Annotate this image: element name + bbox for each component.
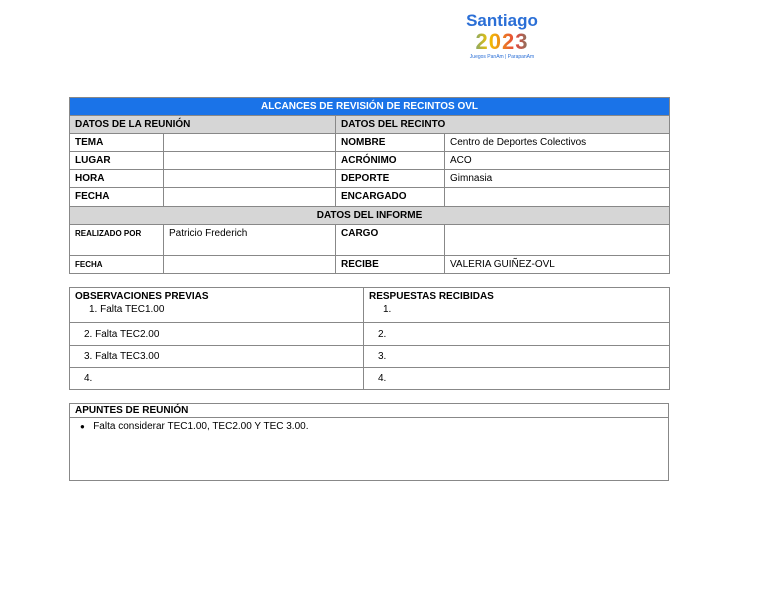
value-deporte[interactable]: Gimnasia: [445, 170, 670, 188]
logo-tagline: Juegos PanAm | ParapanAm: [469, 54, 535, 60]
value-realizado-por[interactable]: Patricio Frederich: [164, 225, 336, 256]
apunte-item: Falta considerar TEC1.00, TEC2.00 Y TEC 3.00.: [93, 421, 309, 432]
label-tema: TEMA: [70, 134, 164, 152]
observacion-item[interactable]: 1. Falta TEC1.00: [89, 304, 165, 315]
apuntes-table: [69, 403, 669, 481]
value-lugar[interactable]: [164, 152, 336, 170]
value-hora[interactable]: [164, 170, 336, 188]
value-fecha[interactable]: [164, 188, 336, 207]
respuesta-item[interactable]: 1.: [383, 304, 392, 315]
respuesta-item[interactable]: 4.: [364, 368, 670, 390]
label-lugar: LUGAR: [70, 152, 164, 170]
informe-header: DATOS DEL INFORME: [70, 207, 670, 225]
observacion-item[interactable]: 3. Falta TEC3.00: [70, 346, 364, 368]
respuesta-item[interactable]: 2.: [364, 323, 670, 346]
apuntes-body[interactable]: [70, 418, 669, 481]
value-recibe[interactable]: VALERIA GUIÑEZ-OVL: [445, 256, 670, 274]
form-title: ALCANCES DE REVISIÓN DE RECINTOS OVL: [70, 98, 670, 116]
value-acronimo[interactable]: ACO: [445, 152, 670, 170]
bullet-icon: ●: [80, 422, 85, 431]
value-encargado[interactable]: [445, 188, 670, 207]
value-fecha-informe[interactable]: [164, 256, 336, 274]
value-nombre[interactable]: Centro de Deportes Colectivos: [445, 134, 670, 152]
apuntes-header: APUNTES DE REUNIÓN: [70, 404, 669, 418]
label-recibe: RECIBE: [336, 256, 445, 274]
venue-review-table: [69, 97, 670, 274]
observations-table: [69, 287, 670, 390]
label-hora: HORA: [70, 170, 164, 188]
observacion-item[interactable]: 2. Falta TEC2.00: [70, 323, 364, 346]
observaciones-header: OBSERVACIONES PREVIAS: [75, 291, 209, 302]
respuestas-header: RESPUESTAS RECIBIDAS: [369, 291, 494, 302]
value-cargo[interactable]: [445, 225, 670, 256]
label-cargo: CARGO: [336, 225, 445, 256]
logo-name: Santiago: [466, 11, 538, 30]
label-encargado: ENCARGADO: [336, 188, 445, 207]
label-realizado-por: REALIZADO POR: [70, 225, 164, 256]
reunion-header: DATOS DE LA REUNIÓN: [70, 116, 336, 134]
label-fecha: FECHA: [70, 188, 164, 207]
santiago-2023-logo: [462, 12, 542, 68]
recinto-header: DATOS DEL RECINTO: [336, 116, 670, 134]
respuesta-item[interactable]: 3.: [364, 346, 670, 368]
label-fecha-informe: FECHA: [70, 256, 164, 274]
value-tema[interactable]: [164, 134, 336, 152]
observacion-item[interactable]: 4.: [70, 368, 364, 390]
label-deporte: DEPORTE: [336, 170, 445, 188]
logo-year: 2023: [462, 30, 542, 54]
label-acronimo: ACRÓNIMO: [336, 152, 445, 170]
label-nombre: NOMBRE: [336, 134, 445, 152]
